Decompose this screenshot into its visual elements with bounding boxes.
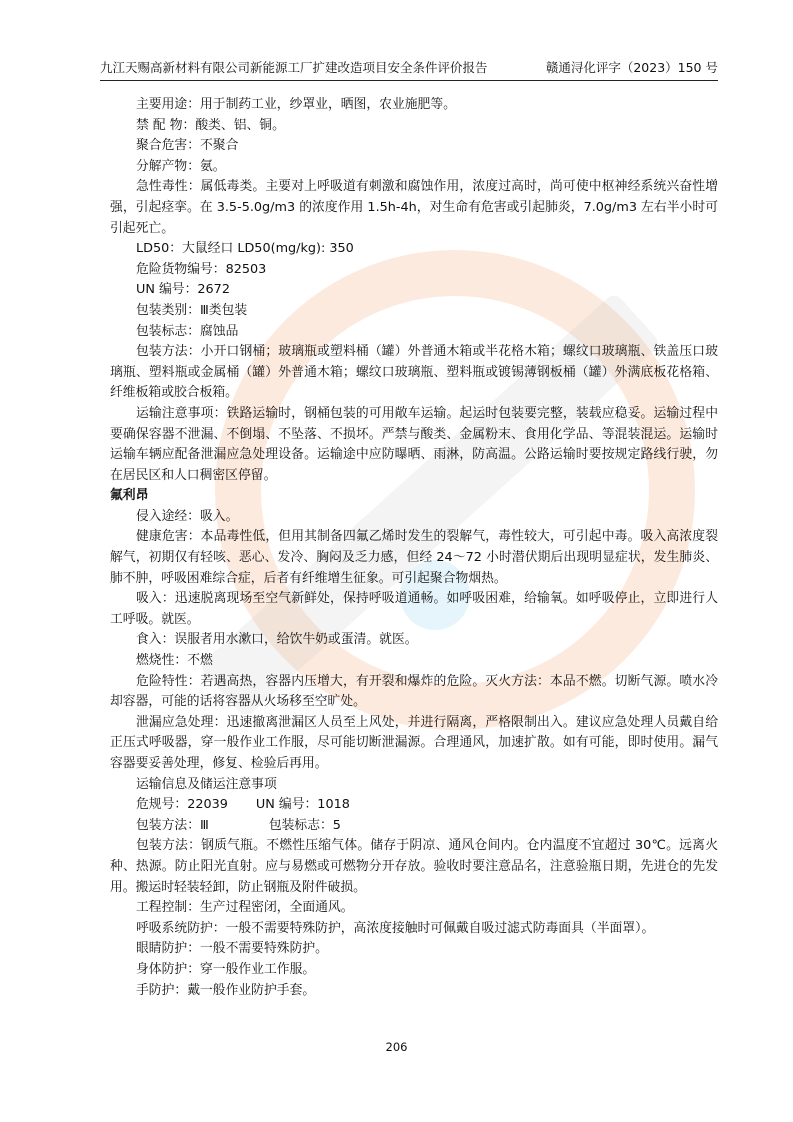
paragraph: 包装类别：Ⅲ类包装 — [136, 302, 248, 318]
paragraph: 运输信息及储运注意事项 — [136, 776, 277, 792]
document-body — [110, 95, 718, 1001]
header-report-title: 九江天赐高新材料有限公司新能源工厂扩建改造项目安全条件评价报告 — [100, 60, 488, 75]
page-header — [100, 58, 718, 81]
paragraph: 燃烧性：不燃 — [136, 653, 213, 669]
transport-line-1 — [110, 795, 718, 816]
transport-line-2 — [110, 816, 718, 837]
page-number: 206 — [385, 1040, 408, 1054]
paragraph: 急性毒性：属低毒类。主要对上呼吸道有刺激和腐蚀作用，浓度过高时，尚可使中枢神经系统兴奋性增强，引起痉挛。在 3.5-5.0g/m3 的浓度作用 1.5h-4h，对生命有危害或引起肺炎，7.0g/m3 左右半小时可引起死亡。 — [110, 179, 718, 236]
paragraph: 身体防护：穿一般作业工作服。 — [136, 961, 316, 977]
paragraph: 食入：误服者用水漱口，给饮牛奶或蛋清。就医。 — [136, 632, 418, 648]
paragraph: LD50：大鼠经口 LD50(mg/kg): 350 — [136, 241, 354, 257]
paragraph: 包装方法：小开口钢桶；玻璃瓶或塑料桶（罐）外普通木箱或半花格木箱；螺纹口玻璃瓶、铁盖压口玻璃瓶、塑料瓶或金属桶（罐）外普通木箱；螺纹口玻璃瓶、塑料瓶或镀锡薄钢板桶（罐）外满底板花格箱、纤维板箱或胶合板箱。 — [110, 344, 718, 401]
paragraph: 主要用途：用于制药工业，纱罩业，晒图，农业施肥等。 — [136, 97, 456, 112]
paragraph: 工程控制：生产过程密闭，全面通风。 — [136, 900, 354, 916]
paragraph: 侵入途经：吸入。 — [136, 508, 239, 524]
paragraph: 包装标志：腐蚀品 — [136, 323, 239, 339]
paragraph: 手防护：戴一般作业防护手套。 — [136, 982, 316, 998]
paragraph: 运输注意事项：铁路运输时，钢桶包装的可用敞车运输。起运时包装要完整，装载应稳妥。运输过程中要确保容器不泄漏、不倒塌、不坠落、不损坏。严禁与酸类、金属粉末、食用化学品、等混装混运。运输时运输车辆应配备泄漏应急处理设备。运输途中应防曝晒、雨淋，防高温。公路运输时要按规定路线行驶，勿在居民区和人口稠密区停留。 — [110, 405, 718, 483]
paragraph: 包装方法：钢质气瓶。不燃性压缩气体。储存于阴凉、通风仓间内。仓内温度不宜超过 30℃。远离火种、热源。防止阳光直射。应与易燃或可燃物分开存放。验收时要注意品名，注意验瓶日期，先进仓的先发用。搬运时轻装轻卸，防止钢瓶及附件破损。 — [110, 838, 718, 895]
paragraph: 泄漏应急处理：迅速撤离泄漏区人员至上风处，并进行隔离，严格限制出入。建议应急处理人员戴自给正压式呼吸器，穿一般作业工作服，尽可能切断泄漏源。合理通风，加速扩散。如有可能，即时使用。漏气容器要妥善处理，修复、检验后再用。 — [110, 714, 718, 771]
paragraph: 吸入：迅速脱离现场至空气新鲜处，保持呼吸道通畅。如呼吸困难，给输氧。如呼吸停止，立即进行人工呼吸。就医。 — [110, 591, 718, 627]
un-number: UN 编号：1018 — [255, 797, 350, 813]
paragraph: UN 编号：2672 — [136, 282, 230, 298]
section-title: 氟利昂 — [110, 488, 149, 504]
paragraph: 聚合危害：不聚合 — [136, 138, 239, 154]
header-report-number: 赣通浔化评字（2023）150 号 — [545, 60, 718, 75]
paragraph: 危险特性：若遇高热，容器内压增大，有开裂和爆炸的危险。灭火方法：本品不燃。切断气源。喷水冷却容器，可能的话将容器从火场移至空旷处。 — [110, 673, 718, 710]
paragraph: 禁 配 物：酸类、铝、铜。 — [136, 117, 285, 133]
packing-mark: 包装标志：5 — [268, 817, 341, 833]
paragraph: 危险货物编号：82503 — [136, 261, 267, 277]
packing-method: 包装方法：Ⅲ — [136, 817, 209, 833]
hazard-number: 危规号：22039 — [136, 797, 228, 813]
paragraph: 健康危害：本品毒性低，但用其制备四氟乙烯时发生的裂解气，毒性较大，可引起中毒。吸入高浓度裂解气，初期仅有轻咳、恶心、发冷、胸闷及乏力感，但经 24～72 小时潜伏期后出现明显症状，发生肺炎、肺不肿，呼吸困难综合症，后者有纤维增生征象。可引起聚合物烟热。 — [110, 529, 718, 586]
paragraph: 分解产物：氨。 — [136, 158, 226, 174]
paragraph: 呼吸系统防护：一般不需要特殊防护，高浓度接触时可佩戴自吸过滤式防毒面具（半面罩）。 — [136, 920, 655, 936]
paragraph: 眼睛防护：一般不需要特殊防护。 — [136, 941, 328, 957]
